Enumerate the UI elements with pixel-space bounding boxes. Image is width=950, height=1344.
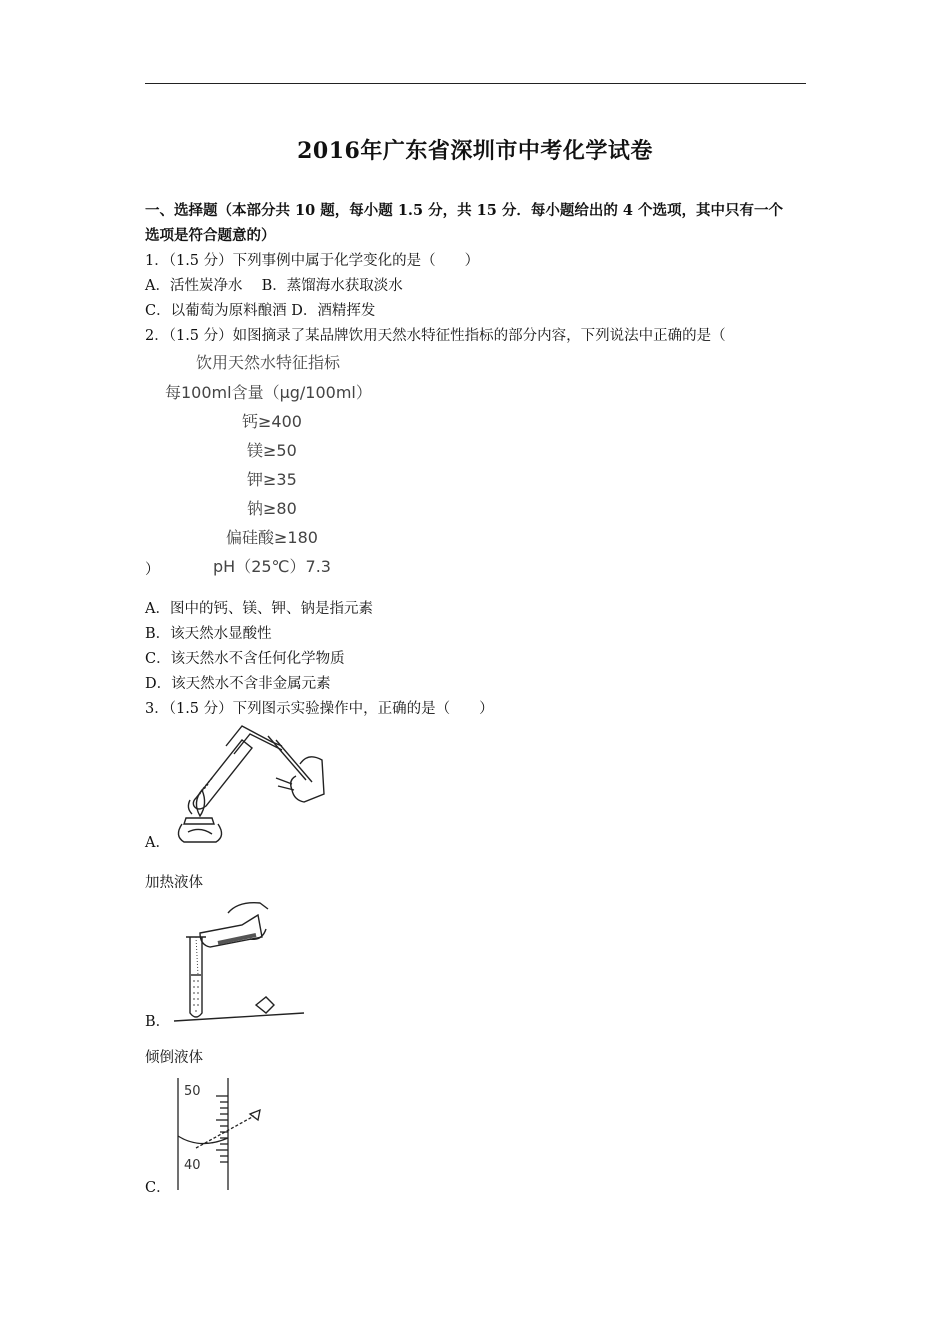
heating-liquid-drawing — [172, 720, 332, 848]
q1-options-line2: C．以葡萄为原料酿酒 D．酒精挥发 — [145, 303, 376, 319]
q1-options-line1: A．活性炭净水 B．蒸馏海水获取淡水 — [145, 278, 403, 294]
q3-option-b-caption: 倾倒液体 — [145, 1050, 203, 1066]
q3-stem: 3．（1.5 分）下列图示实验操作中，正确的是（ ） — [145, 701, 494, 717]
section-heading-line1: 一、选择题（本部分共 10 题，每小题 1.5 分，共 15 分．每小题给出的 4 个选项，其中只有一个 — [145, 202, 784, 219]
q1-stem: 1．（1.5 分）下列事例中属于化学变化的是（ ） — [145, 253, 480, 269]
header-rule — [145, 83, 806, 84]
q2-option-a: A．图中的钙、镁、钾、钠是指元素 — [145, 601, 373, 617]
q3-option-c-label: C． — [145, 1180, 171, 1196]
page-title: 2016年广东省深圳市中考化学试卷 — [297, 138, 653, 164]
graduated-cylinder-figure — [172, 1076, 272, 1194]
cylinder-tick-50: 50 — [184, 1084, 201, 1099]
table-row: 钾≥35 — [247, 470, 297, 489]
q3-option-a-caption: 加热液体 — [145, 875, 203, 891]
q2-closing-paren: ） — [145, 562, 160, 578]
cylinder-tick-40: 40 — [184, 1158, 201, 1173]
table-title: 饮用天然水特征指标 — [196, 353, 341, 372]
table-row: 钠≥80 — [247, 499, 297, 518]
pouring-liquid-figure — [170, 895, 310, 1027]
table-row: 镁≥50 — [247, 441, 297, 460]
q2-option-b: B．该天然水显酸性 — [145, 626, 272, 642]
heating-liquid-figure — [172, 720, 332, 848]
table-row: pH（25℃）7.3 — [213, 557, 331, 576]
q2-stem: 2．（1.5 分）如图摘录了某品牌饮用天然水特征性指标的部分内容，下列说法中正确的是（ — [145, 328, 726, 344]
q2-option-c: C．该天然水不含任何化学物质 — [145, 651, 345, 667]
q3-option-b-label: B． — [145, 1014, 171, 1030]
section-heading-line2: 选项是符合题意的） — [145, 227, 276, 244]
q2-option-d: D．该天然水不含非金属元素 — [145, 676, 331, 692]
table-unit-line: 每100ml含量（μg/100ml） — [165, 383, 372, 402]
q3-option-a-label: A． — [145, 835, 170, 851]
table-row: 钙≥400 — [242, 412, 302, 431]
pouring-liquid-drawing — [170, 895, 310, 1027]
table-row: 偏硅酸≥180 — [226, 528, 318, 547]
